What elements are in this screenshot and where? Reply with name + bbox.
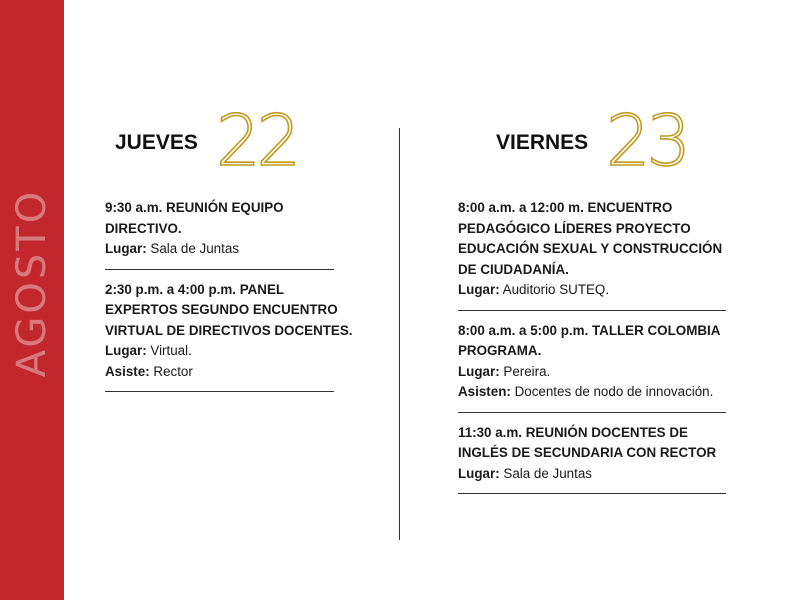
- field-value: Sala de Juntas: [150, 241, 239, 256]
- event-separator: [458, 412, 726, 413]
- field-label: Lugar:: [105, 343, 147, 358]
- field-label: Lugar:: [105, 241, 147, 256]
- field-label: Asiste:: [105, 363, 150, 379]
- event-attendees: [458, 382, 728, 403]
- field-value: Virtual.: [150, 343, 192, 358]
- event-item: [458, 321, 728, 403]
- event-title: 11:30 a.m. REUNIÓN DOCENTES DE INGLÉS DE SECUNDARIA CON RECTOR: [458, 424, 717, 460]
- event-separator: [105, 269, 334, 270]
- event-separator: [458, 310, 726, 311]
- event-location: [458, 280, 728, 301]
- event-separator: [105, 391, 334, 392]
- event-item: [105, 198, 355, 260]
- field-value: Sala de Juntas: [503, 465, 592, 481]
- event-item: [458, 198, 728, 301]
- event-location: [105, 341, 355, 362]
- field-label: Lugar:: [458, 282, 500, 297]
- event-title: 2:30 p.m. a 4:00 p.m. PANEL EXPERTOS SEGUNDO ENCUENTRO VIRTUAL DE DIRECTIVOS DOCENTES.: [105, 281, 353, 338]
- event-location: [458, 464, 728, 485]
- field-value: Auditorio SUTEQ.: [502, 282, 610, 297]
- column-divider: [399, 128, 400, 540]
- event-location: [458, 362, 728, 383]
- event-title: 9:30 a.m. REUNIÓN EQUIPO DIRECTIVO.: [105, 200, 284, 236]
- event-title: 8:00 a.m. a 5:00 p.m. TALLER COLOMBIA PROGRAMA.: [458, 322, 720, 358]
- field-label: Lugar:: [458, 465, 500, 481]
- day-number: 22: [216, 100, 298, 182]
- day-column-thursday: [105, 100, 355, 402]
- event-location: [105, 239, 355, 260]
- event-item: [458, 423, 728, 485]
- day-name: VIERNES: [496, 131, 589, 154]
- field-label: Asisten:: [458, 384, 511, 399]
- event-attendee: [105, 362, 355, 383]
- day-header: [105, 100, 355, 198]
- field-label: Lugar:: [458, 363, 500, 379]
- day-header: [458, 100, 728, 198]
- day-number: 23: [606, 100, 688, 182]
- month-sidebar: [0, 0, 64, 600]
- field-value: Docentes de nodo de innovación.: [514, 384, 714, 399]
- field-value: Rector: [153, 363, 193, 379]
- event-item: [105, 280, 355, 383]
- month-label: AGOSTO: [9, 188, 55, 378]
- field-value: Pereira.: [503, 363, 551, 379]
- day-column-friday: [458, 100, 728, 504]
- event-separator: [458, 493, 726, 494]
- day-name: JUEVES: [115, 131, 198, 154]
- event-title: 8:00 a.m. a 12:00 m. ENCUENTRO PEDAGÓGICO LÍDERES PROYECTO EDUCACIÓN SEXUAL Y CONSTRUCCIÓN DE CIUDADANÍA.: [458, 200, 723, 277]
